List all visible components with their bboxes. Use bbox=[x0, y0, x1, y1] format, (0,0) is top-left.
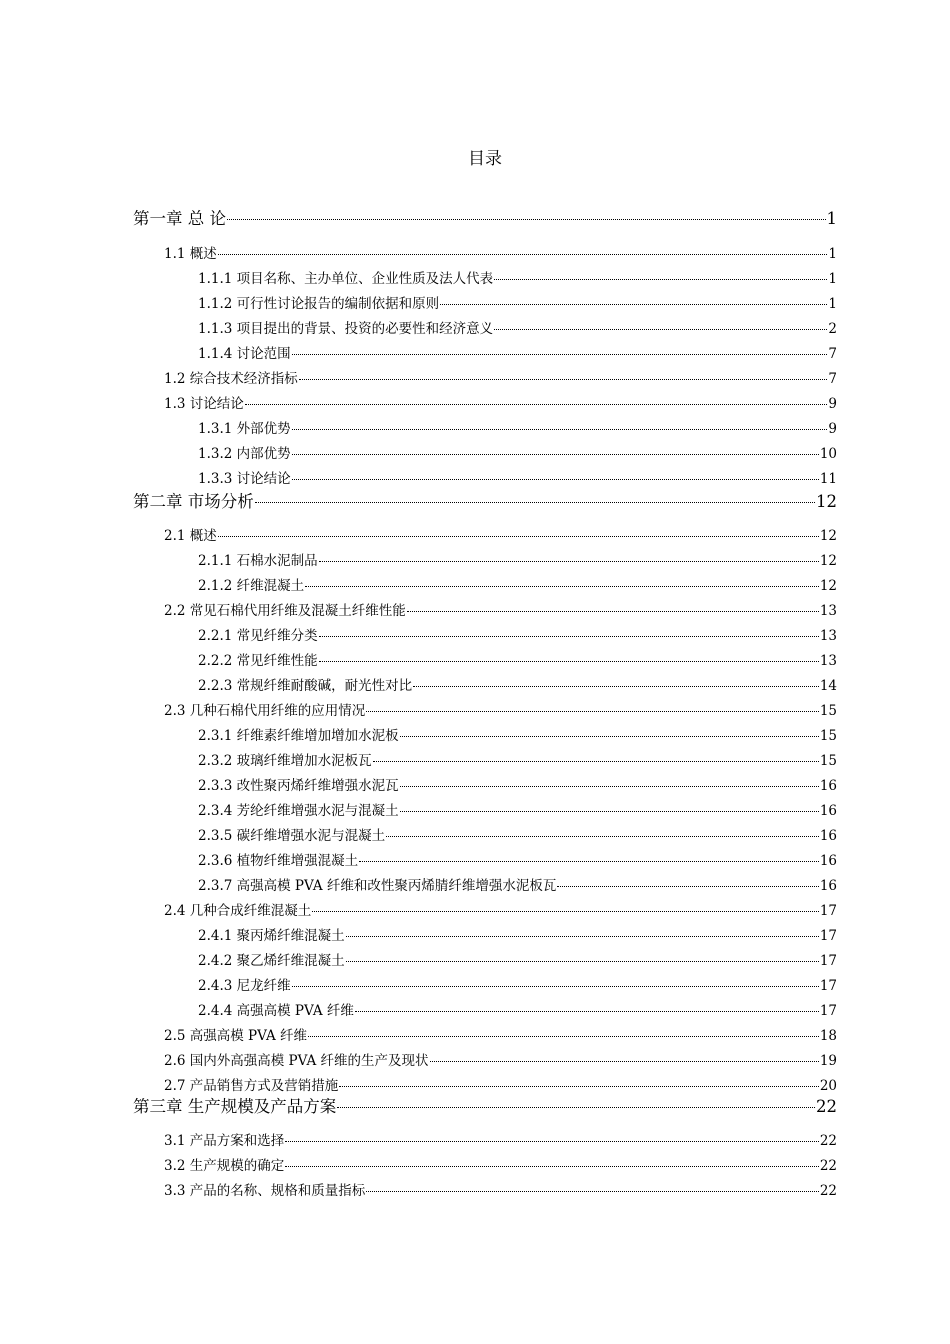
toc-subsection-entry[interactable] bbox=[198, 420, 837, 438]
toc-entry-label: 2.3.1 纤维素纤维增加增加水泥板 bbox=[198, 728, 399, 744]
toc-page-number: 13 bbox=[819, 603, 837, 619]
toc-entry-label: 1.3.2 内部优势 bbox=[198, 446, 291, 462]
dot-leader bbox=[400, 736, 819, 737]
toc-section-entry[interactable] bbox=[164, 1157, 837, 1175]
toc-subsection-entry[interactable] bbox=[198, 802, 837, 820]
toc-page-number: 15 bbox=[819, 703, 837, 719]
dot-leader bbox=[373, 761, 819, 762]
toc-entry-label: 2.3.3 改性聚丙烯纤维增强水泥瓦 bbox=[198, 778, 399, 794]
toc-entry-label: 2.1.2 纤维混凝土 bbox=[198, 578, 305, 594]
toc-subsection-entry[interactable] bbox=[198, 777, 837, 795]
dot-leader bbox=[386, 836, 819, 837]
toc-subsection-entry[interactable] bbox=[198, 727, 837, 745]
toc-entry-label: 1.1.2 可行性讨论报告的编制依据和原则 bbox=[198, 296, 440, 312]
dot-leader bbox=[557, 886, 818, 887]
toc-entry-label: 第二章 市场分析 bbox=[133, 492, 254, 511]
toc-page-number: 7 bbox=[828, 371, 837, 387]
toc-entry-label: 3.3 产品的名称、规格和质量指标 bbox=[164, 1183, 366, 1199]
toc-entry-label: 第三章 生产规模及产品方案 bbox=[133, 1097, 337, 1116]
toc-page-number: 15 bbox=[819, 753, 837, 769]
dot-leader bbox=[305, 586, 819, 587]
toc-section-entry[interactable] bbox=[164, 902, 837, 920]
dot-leader bbox=[494, 329, 827, 330]
toc-entry-label: 1.3.3 讨论结论 bbox=[198, 471, 291, 487]
toc-subsection-entry[interactable] bbox=[198, 977, 837, 995]
toc-title: 目录 bbox=[468, 149, 502, 169]
toc-entry-label: 2.3.2 玻璃纤维增加水泥板瓦 bbox=[198, 753, 372, 769]
dot-leader bbox=[255, 502, 815, 503]
toc-section-entry[interactable] bbox=[164, 1182, 837, 1200]
dot-leader bbox=[400, 811, 819, 812]
toc-entry-label: 2.6 国内外高强高模 PVA 纤维的生产及现状 bbox=[164, 1053, 429, 1069]
toc-entry-label: 2.1 概述 bbox=[164, 528, 217, 544]
dot-leader bbox=[494, 279, 827, 280]
dot-leader bbox=[440, 304, 827, 305]
toc-entry-label: 2.3 几种石棉代用纤维的应用情况 bbox=[164, 703, 366, 719]
toc-page-number: 1 bbox=[826, 209, 837, 228]
toc-page-number: 7 bbox=[828, 346, 837, 362]
dot-leader bbox=[292, 986, 819, 987]
dot-leader bbox=[355, 1011, 819, 1012]
toc-subsection-entry[interactable] bbox=[198, 445, 837, 463]
toc-section-entry[interactable] bbox=[164, 527, 837, 545]
toc-section-entry[interactable] bbox=[164, 1027, 837, 1045]
toc-page-number: 20 bbox=[819, 1078, 837, 1094]
toc-entry-label: 2.1.1 石棉水泥制品 bbox=[198, 553, 318, 569]
toc-subsection-entry[interactable] bbox=[198, 577, 837, 595]
toc-page-number: 22 bbox=[819, 1183, 837, 1199]
toc-page-number: 13 bbox=[819, 628, 837, 644]
dot-leader bbox=[292, 429, 828, 430]
toc-entry-label: 2.4.1 聚丙烯纤维混凝土 bbox=[198, 928, 345, 944]
toc-page-number: 1 bbox=[828, 246, 837, 262]
toc-entry-label: 1.3 讨论结论 bbox=[164, 396, 244, 412]
dot-leader bbox=[359, 861, 819, 862]
toc-page-number: 1 bbox=[828, 296, 837, 312]
toc-page-number: 16 bbox=[819, 853, 837, 869]
toc-subsection-entry[interactable] bbox=[198, 320, 837, 338]
toc-subsection-entry[interactable] bbox=[198, 677, 837, 695]
toc-subsection-entry[interactable] bbox=[198, 627, 837, 645]
toc-entry-label: 1.1 概述 bbox=[164, 246, 217, 262]
toc-subsection-entry[interactable] bbox=[198, 652, 837, 670]
toc-entry-label: 2.4 几种合成纤维混凝土 bbox=[164, 903, 312, 919]
dot-leader bbox=[285, 1141, 819, 1142]
toc-entry-label: 3.2 生产规模的确定 bbox=[164, 1158, 285, 1174]
toc-entry-label: 2.3.6 植物纤维增强混凝土 bbox=[198, 853, 359, 869]
toc-entry-label: 1.2 综合技术经济指标 bbox=[164, 371, 298, 387]
toc-page-number: 22 bbox=[816, 1097, 837, 1116]
dot-leader bbox=[339, 1086, 819, 1087]
toc-subsection-entry[interactable] bbox=[198, 827, 837, 845]
toc-subsection-entry[interactable] bbox=[198, 877, 837, 895]
dot-leader bbox=[413, 686, 819, 687]
dot-leader bbox=[299, 379, 828, 380]
toc-section-entry[interactable] bbox=[164, 602, 837, 620]
dot-leader bbox=[319, 661, 819, 662]
toc-entry-label: 1.3.1 外部优势 bbox=[198, 421, 291, 437]
toc-page-number: 15 bbox=[819, 728, 837, 744]
toc-section-entry[interactable] bbox=[164, 1077, 837, 1095]
toc-page-number: 17 bbox=[819, 953, 837, 969]
toc-entry-label: 第一章 总 论 bbox=[133, 209, 226, 228]
dot-leader bbox=[366, 711, 819, 712]
toc-entry-label: 2.3.5 碳纤维增强水泥与混凝土 bbox=[198, 828, 386, 844]
toc-entry-label: 2.7 产品销售方式及营销措施 bbox=[164, 1078, 339, 1094]
dot-leader bbox=[292, 454, 819, 455]
toc-page-number: 12 bbox=[819, 553, 837, 569]
toc-subsection-entry[interactable] bbox=[198, 952, 837, 970]
toc-page-number: 17 bbox=[819, 978, 837, 994]
toc-subsection-entry[interactable] bbox=[198, 295, 837, 313]
toc-entry-label: 1.1.1 项目名称、主办单位、企业性质及法人代表 bbox=[198, 271, 494, 287]
dot-leader bbox=[218, 536, 819, 537]
toc-page-number: 9 bbox=[828, 421, 837, 437]
dot-leader bbox=[337, 1107, 815, 1108]
dot-leader bbox=[366, 1191, 819, 1192]
toc-page-number: 18 bbox=[819, 1028, 837, 1044]
toc-section-entry[interactable] bbox=[164, 395, 837, 413]
toc-entry-label: 2.4.3 尼龙纤维 bbox=[198, 978, 291, 994]
toc-section-entry[interactable] bbox=[164, 1132, 837, 1150]
toc-page-number: 11 bbox=[819, 471, 837, 487]
toc-page-number: 12 bbox=[816, 492, 837, 511]
toc-subsection-entry[interactable] bbox=[198, 852, 837, 870]
dot-leader bbox=[319, 561, 819, 562]
dot-leader bbox=[319, 636, 819, 637]
toc-entry-label: 2.2.2 常见纤维性能 bbox=[198, 653, 318, 669]
toc-entry-label: 3.1 产品方案和选择 bbox=[164, 1133, 285, 1149]
toc-page-number: 16 bbox=[819, 803, 837, 819]
toc-entry-label: 1.1.3 项目提出的背景、投资的必要性和经济意义 bbox=[198, 321, 494, 337]
dot-leader bbox=[312, 911, 819, 912]
dot-leader bbox=[227, 219, 826, 220]
toc-page-number: 12 bbox=[819, 528, 837, 544]
dot-leader bbox=[346, 961, 819, 962]
toc-page-number: 2 bbox=[828, 321, 837, 337]
toc-section-entry[interactable] bbox=[164, 702, 837, 720]
toc-subsection-entry[interactable] bbox=[198, 927, 837, 945]
toc-page-number: 17 bbox=[819, 928, 837, 944]
toc-entry-label: 2.3.4 芳纶纤维增强水泥与混凝土 bbox=[198, 803, 399, 819]
toc-page-number: 10 bbox=[819, 446, 837, 462]
dot-leader bbox=[430, 1061, 819, 1062]
toc-page-number: 9 bbox=[828, 396, 837, 412]
toc-subsection-entry[interactable] bbox=[198, 345, 837, 363]
toc-subsection-entry[interactable] bbox=[198, 470, 837, 488]
toc-chapter-entry[interactable] bbox=[133, 208, 837, 230]
toc-page-number: 17 bbox=[819, 1003, 837, 1019]
toc-page-number: 16 bbox=[819, 778, 837, 794]
toc-entry-label: 1.1.4 讨论范围 bbox=[198, 346, 291, 362]
toc-page-number: 22 bbox=[819, 1158, 837, 1174]
toc-entry-label: 2.4.2 聚乙烯纤维混凝土 bbox=[198, 953, 345, 969]
toc-entry-label: 2.2.1 常见纤维分类 bbox=[198, 628, 318, 644]
dot-leader bbox=[407, 611, 819, 612]
toc-chapter-entry[interactable] bbox=[133, 491, 837, 513]
toc-page-number: 12 bbox=[819, 578, 837, 594]
toc-page-number: 1 bbox=[828, 271, 837, 287]
dot-leader bbox=[308, 1036, 819, 1037]
toc-entry-label: 2.4.4 高强高模 PVA 纤维 bbox=[198, 1003, 354, 1019]
dot-leader bbox=[292, 479, 819, 480]
toc-entry-label: 2.3.7 高强高模 PVA 纤维和改性聚丙烯腈纤维增强水泥板瓦 bbox=[198, 878, 557, 894]
toc-chapter-entry[interactable] bbox=[133, 1096, 837, 1118]
toc-page-number: 17 bbox=[819, 903, 837, 919]
toc-subsection-entry[interactable] bbox=[198, 752, 837, 770]
dot-leader bbox=[218, 254, 828, 255]
toc-subsection-entry[interactable] bbox=[198, 552, 837, 570]
toc-entry-label: 2.2 常见石棉代用纤维及混凝土纤维性能 bbox=[164, 603, 406, 619]
dot-leader bbox=[346, 936, 819, 937]
dot-leader bbox=[285, 1166, 819, 1167]
toc-section-entry[interactable] bbox=[164, 370, 837, 388]
toc-section-entry[interactable] bbox=[164, 1052, 837, 1070]
toc-section-entry[interactable] bbox=[164, 245, 837, 263]
dot-leader bbox=[292, 354, 828, 355]
dot-leader bbox=[400, 786, 819, 787]
toc-entry-label: 2.2.3 常规纤维耐酸碱，耐光性对比 bbox=[198, 678, 413, 694]
toc-page-number: 16 bbox=[819, 828, 837, 844]
toc-page-number: 14 bbox=[819, 678, 837, 694]
toc-page-number: 13 bbox=[819, 653, 837, 669]
toc-page-number: 16 bbox=[819, 878, 837, 894]
toc-entry-label: 2.5 高强高模 PVA 纤维 bbox=[164, 1028, 308, 1044]
dot-leader bbox=[245, 404, 828, 405]
toc-page-number: 19 bbox=[819, 1053, 837, 1069]
toc-subsection-entry[interactable] bbox=[198, 270, 837, 288]
toc-subsection-entry[interactable] bbox=[198, 1002, 837, 1020]
toc-page-number: 22 bbox=[819, 1133, 837, 1149]
